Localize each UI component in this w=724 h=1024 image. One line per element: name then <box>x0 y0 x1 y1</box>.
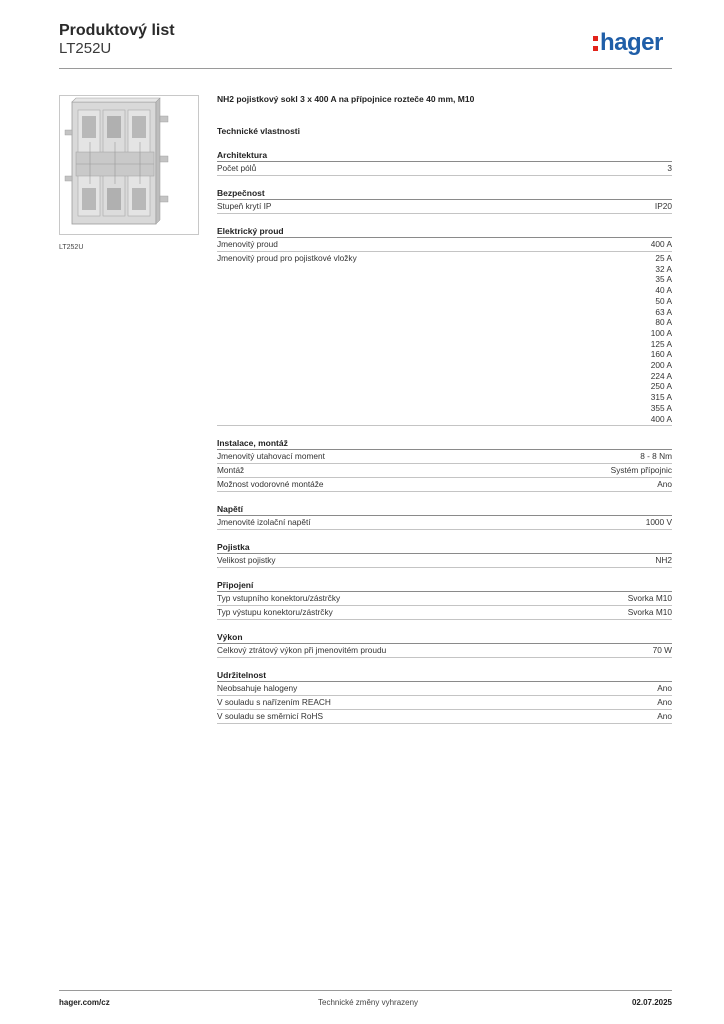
spec-row <box>217 592 672 606</box>
section-title: Výkon <box>217 631 672 644</box>
spec-value-item: Svorka M10 <box>627 607 672 618</box>
section-title: Pojistka <box>217 541 672 554</box>
spec-value-item: 250 A <box>650 381 672 392</box>
spec-value-item: 400 A <box>650 413 672 424</box>
footer-website-link[interactable]: hager.com/cz <box>59 998 110 1007</box>
spec-value-item: Ano <box>657 683 672 694</box>
spec-value-item: 160 A <box>650 349 672 360</box>
spec-value-item: 1000 V <box>645 517 672 528</box>
spec-label: Montáž <box>217 465 245 476</box>
spec-value <box>657 697 672 708</box>
spec-label: Jmenovitý utahovací moment <box>217 451 325 462</box>
section-title: Instalace, montáž <box>217 437 672 450</box>
spec-row <box>217 238 672 252</box>
spec-value-item: Ano <box>657 479 672 490</box>
spec-value-item: 8 - 8 Nm <box>640 451 672 462</box>
spec-label: V souladu se směrnicí RoHS <box>217 711 324 722</box>
spec-value <box>657 479 672 490</box>
tech-heading: Technické vlastnosti <box>217 126 300 136</box>
spec-label: Neobsahuje halogeny <box>217 683 298 694</box>
spec-row <box>217 162 672 176</box>
spec-value <box>667 163 672 174</box>
section-title: Udržitelnost <box>217 669 672 682</box>
spec-section <box>217 187 672 214</box>
spec-value-item: Systém přípojnic <box>610 465 672 476</box>
spec-value <box>655 555 672 566</box>
spec-section <box>217 437 672 492</box>
spec-value-item: 3 <box>667 163 672 173</box>
spec-label: Jmenovitý proud pro pojistkové vložky <box>217 253 357 263</box>
logo-colon-icon <box>593 35 598 55</box>
spec-value <box>646 517 672 528</box>
section-title: Připojení <box>217 579 672 592</box>
section-title: Elektrický proud <box>217 225 672 238</box>
spec-row <box>217 252 672 426</box>
image-caption: LT252U <box>59 244 84 251</box>
footer-divider <box>59 990 672 991</box>
spec-row <box>217 696 672 710</box>
spec-section <box>217 149 672 176</box>
header-divider <box>59 68 672 69</box>
spec-label: Jmenovitý proud <box>217 239 278 249</box>
spec-sections <box>217 149 672 724</box>
spec-value-item: 50 A <box>655 295 672 306</box>
spec-value <box>651 239 672 250</box>
spec-value-item: IP20 <box>654 201 672 211</box>
spec-value <box>653 645 672 656</box>
spec-value-item: 63 A <box>655 306 672 317</box>
spec-label: Typ výstupu konektoru/zástrčky <box>217 607 333 618</box>
spec-label: Stupeň krytí IP <box>217 201 272 211</box>
spec-value-item: 315 A <box>650 392 672 403</box>
spec-value-item: 125 A <box>650 338 672 349</box>
spec-value <box>628 593 672 604</box>
spec-section <box>217 631 672 658</box>
footer-date: 02.07.2025 <box>631 998 672 1007</box>
spec-value-item: 224 A <box>650 370 672 381</box>
footer-disclaimer: Technické změny vyhrazeny <box>318 998 419 1007</box>
section-title: Architektura <box>217 149 672 162</box>
spec-value-item: NH2 <box>655 555 672 566</box>
spec-row <box>217 682 672 696</box>
spec-value <box>611 465 672 476</box>
section-title: Bezpečnost <box>217 187 672 200</box>
product-image <box>59 95 199 235</box>
logo-text: hager <box>600 29 663 56</box>
spec-value-item: 35 A <box>655 274 672 285</box>
spec-value-item: 80 A <box>655 317 672 328</box>
spec-value-item: 355 A <box>650 402 672 413</box>
spec-label: Možnost vodorovné montáže <box>217 479 324 490</box>
spec-label: Počet pólů <box>217 163 257 173</box>
spec-row <box>217 450 672 464</box>
spec-value <box>655 201 672 212</box>
fuse-base-icon <box>60 96 198 234</box>
spec-value <box>657 711 672 722</box>
spec-value-item: 25 A <box>655 253 672 263</box>
spec-section <box>217 579 672 620</box>
spec-row <box>217 464 672 478</box>
spec-row <box>217 200 672 214</box>
spec-value <box>640 451 672 462</box>
page-title: Produktový list <box>59 22 175 39</box>
spec-value-item: Ano <box>657 697 672 708</box>
spec-row <box>217 478 672 492</box>
spec-row <box>217 516 672 530</box>
spec-label: Velikost pojistky <box>217 555 276 566</box>
spec-value-item: 400 A <box>650 239 672 249</box>
spec-row <box>217 710 672 724</box>
spec-value <box>628 607 672 618</box>
spec-row <box>217 606 672 620</box>
spec-value-item: 100 A <box>650 327 672 338</box>
spec-section <box>217 669 672 724</box>
spec-value-item: 200 A <box>650 360 672 371</box>
spec-section <box>217 503 672 530</box>
spec-value-item: 32 A <box>655 263 672 274</box>
section-title: Napětí <box>217 503 672 516</box>
spec-value-item: Svorka M10 <box>627 593 672 604</box>
spec-row <box>217 554 672 568</box>
spec-value <box>651 253 672 424</box>
spec-section <box>217 225 672 426</box>
spec-row <box>217 644 672 658</box>
spec-label: Typ vstupního konektoru/zástrčky <box>217 593 341 604</box>
spec-label: V souladu s nařízením REACH <box>217 697 331 708</box>
spec-section <box>217 541 672 568</box>
spec-content <box>217 94 672 735</box>
hager-logo[interactable] <box>593 29 663 57</box>
product-title: NH2 pojistkový sokl 3 x 400 A na přípojnice rozteče 40 mm, M10 <box>217 94 475 104</box>
spec-value-item: 40 A <box>655 285 672 296</box>
spec-value <box>657 683 672 694</box>
spec-value-item: 70 W <box>652 645 672 656</box>
product-code: LT252U <box>59 40 112 57</box>
spec-value-item: Ano <box>657 711 672 722</box>
spec-label: Celkový ztrátový výkon při jmenovitém proudu <box>217 645 387 656</box>
spec-label: Jmenovité izolační napětí <box>217 517 311 528</box>
